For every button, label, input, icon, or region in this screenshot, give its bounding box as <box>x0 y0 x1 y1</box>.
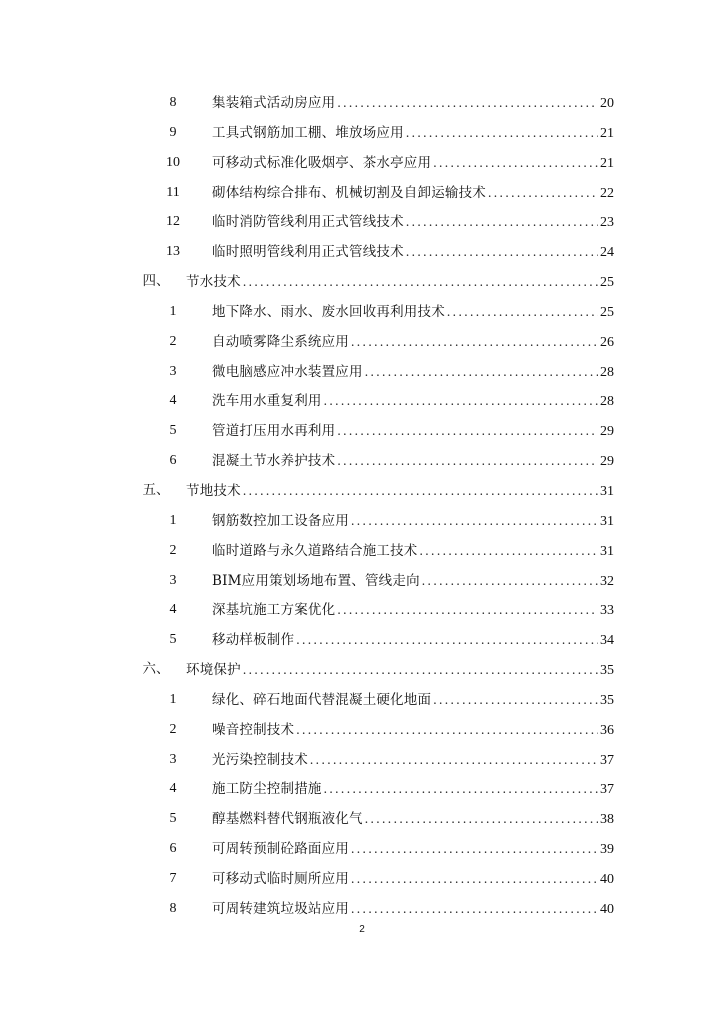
toc-entry-title: 可移动式标准化吸烟亭、茶水亭应用 <box>212 154 432 171</box>
toc-entry-page: 37 <box>600 752 614 768</box>
toc-entry-page: 35 <box>600 692 614 708</box>
dot-leader <box>351 506 598 536</box>
toc-entry[interactable] <box>0 625 724 655</box>
toc-entry-title: BIM应用策划场地布置、管线走向 <box>212 572 420 589</box>
dot-leader <box>406 118 598 148</box>
dot-leader <box>337 416 598 446</box>
toc-entry-number: 3 <box>169 363 177 379</box>
toc-entry-number: 1 <box>169 512 177 528</box>
toc-entry-number: 4 <box>169 393 177 409</box>
toc-entry[interactable] <box>0 178 724 208</box>
toc-entry[interactable] <box>0 446 724 476</box>
toc-entry-page: 31 <box>600 543 614 559</box>
toc-entry-title: 混凝土节水养护技术 <box>212 453 336 470</box>
toc-entry[interactable] <box>0 536 724 566</box>
toc-entry-number: 4 <box>169 781 177 797</box>
toc-entry[interactable] <box>0 386 724 416</box>
toc-entry[interactable] <box>0 894 724 924</box>
toc-entry-page: 33 <box>600 603 614 619</box>
toc-section-title: 环境保护 <box>186 662 241 679</box>
dot-leader <box>310 745 598 775</box>
toc-entry[interactable] <box>0 566 724 596</box>
toc-entry-number: 3 <box>169 751 177 767</box>
toc-entry-title: 可移动式临时厕所应用 <box>212 870 349 887</box>
dot-leader <box>406 237 598 267</box>
toc-entry-page: 36 <box>600 722 614 738</box>
toc-entry[interactable] <box>0 745 724 775</box>
toc-entry-page: 21 <box>600 155 614 171</box>
toc-entry-title: 醇基燃料替代钢瓶液化气 <box>212 811 363 828</box>
toc-entry-page: 25 <box>600 304 614 320</box>
toc-entry-number: 6 <box>169 453 177 469</box>
toc-entry-page: 29 <box>600 454 614 470</box>
dot-leader <box>351 894 598 924</box>
toc-entry-number: 9 <box>169 124 177 140</box>
toc-entry-title: 临时照明管线利用正式管线技术 <box>212 244 404 261</box>
dot-leader <box>433 685 598 715</box>
toc-entry-page: 34 <box>600 633 614 649</box>
dot-leader <box>243 655 598 685</box>
table-of-contents <box>0 88 724 924</box>
toc-entry[interactable] <box>0 595 724 625</box>
toc-section[interactable] <box>0 267 724 297</box>
toc-entry-number: 12 <box>166 214 180 230</box>
dot-leader <box>324 774 598 804</box>
toc-entry[interactable] <box>0 207 724 237</box>
toc-entry-number: 8 <box>169 95 177 110</box>
toc-entry-page: 22 <box>600 185 614 201</box>
dot-leader <box>365 357 598 387</box>
toc-entry[interactable] <box>0 118 724 148</box>
toc-entry-title: 绿化、碎石地面代替混凝土硬化地面 <box>212 691 432 708</box>
toc-entry-title: 工具式钢筋加工棚、堆放场应用 <box>212 124 404 141</box>
toc-entry-number: 10 <box>166 154 180 170</box>
toc-entry-page: 31 <box>600 513 614 529</box>
dot-leader <box>351 327 598 357</box>
toc-entry[interactable] <box>0 774 724 804</box>
dot-leader <box>296 625 598 655</box>
toc-entry-title: 移动样板制作 <box>212 632 295 649</box>
toc-entry-number: 3 <box>169 572 177 588</box>
toc-entry[interactable] <box>0 297 724 327</box>
dot-leader <box>351 864 598 894</box>
toc-entry-number: 11 <box>166 184 180 200</box>
toc-entry-number: 5 <box>169 423 177 439</box>
toc-entry-title: 钢筋数控加工设备应用 <box>212 512 349 529</box>
toc-entry-page: 21 <box>600 125 614 141</box>
toc-section-page: 31 <box>600 483 614 499</box>
toc-entry-title: 临时道路与永久道路结合施工技术 <box>212 542 418 559</box>
toc-entry[interactable] <box>0 416 724 446</box>
toc-entry-title: 深基坑施工方案优化 <box>212 602 336 619</box>
toc-entry-page: 28 <box>600 364 614 380</box>
toc-entry-page: 40 <box>600 901 614 917</box>
toc-entry-title: 集装箱式活动房应用 <box>212 95 336 111</box>
toc-entry[interactable] <box>0 148 724 178</box>
toc-entry[interactable] <box>0 357 724 387</box>
toc-entry-page: 37 <box>600 782 614 798</box>
toc-entry-number: 2 <box>169 542 177 558</box>
toc-entry-page: 23 <box>600 215 614 231</box>
toc-entry-page: 26 <box>600 334 614 350</box>
toc-entry-title: 微电脑感应冲水装置应用 <box>212 363 363 380</box>
toc-section-page: 35 <box>600 663 614 679</box>
toc-entry-title: 砌体结构综合排布、机械切割及自卸运输技术 <box>212 184 486 201</box>
toc-entry[interactable] <box>0 715 724 745</box>
toc-entry-title: 管道打压用水再利用 <box>212 423 336 440</box>
toc-section-number: 四、 <box>142 273 170 290</box>
toc-entry-number: 5 <box>169 632 177 648</box>
toc-entry-number: 1 <box>169 303 177 319</box>
toc-entry-number: 8 <box>169 900 177 916</box>
toc-entry-title: 可周转预制砼路面应用 <box>212 841 349 858</box>
toc-entry-page: 32 <box>600 573 614 589</box>
toc-entry-page: 40 <box>600 871 614 887</box>
toc-entry[interactable] <box>0 804 724 834</box>
toc-entry-page: 28 <box>600 394 614 410</box>
dot-leader <box>351 834 598 864</box>
toc-entry[interactable] <box>0 237 724 267</box>
toc-entry-title: 地下降水、雨水、废水回收再利用技术 <box>212 303 445 320</box>
toc-entry[interactable] <box>0 327 724 357</box>
dot-leader <box>433 148 598 178</box>
toc-entry-number: 2 <box>169 333 177 349</box>
page-number: 2 <box>359 924 365 935</box>
dot-leader <box>337 446 598 476</box>
toc-entry-number: 7 <box>169 870 177 886</box>
dot-leader <box>365 804 598 834</box>
toc-entry-page: 38 <box>600 812 614 828</box>
toc-section-title: 节地技术 <box>186 482 241 499</box>
toc-entry[interactable] <box>0 685 724 715</box>
dot-leader <box>243 267 598 297</box>
dot-leader <box>337 88 598 118</box>
toc-entry-title: 洗车用水重复利用 <box>212 393 322 410</box>
toc-entry-title: 可周转建筑垃圾站应用 <box>212 900 349 917</box>
toc-section[interactable] <box>0 655 724 685</box>
toc-section-title: 节水技术 <box>186 274 241 291</box>
dot-leader <box>337 595 598 625</box>
toc-entry-number: 1 <box>169 691 177 707</box>
dot-leader <box>296 715 598 745</box>
toc-entry-number: 4 <box>169 602 177 618</box>
dot-leader <box>324 386 598 416</box>
toc-entry-page: 29 <box>600 424 614 440</box>
toc-entry-title: 噪音控制技术 <box>212 721 295 738</box>
toc-entry-title: 临时消防管线利用正式管线技术 <box>212 214 404 231</box>
toc-entry-title: 光污染控制技术 <box>212 751 308 768</box>
toc-section-page: 25 <box>600 275 614 291</box>
toc-entry-number: 2 <box>169 721 177 737</box>
dot-leader <box>488 178 598 208</box>
toc-entry[interactable] <box>0 834 724 864</box>
toc-entry-number: 13 <box>166 244 180 260</box>
toc-entry-number: 6 <box>169 841 177 857</box>
toc-entry-title: 施工防尘控制措施 <box>212 781 322 798</box>
dot-leader <box>447 297 598 327</box>
dot-leader <box>420 536 599 566</box>
dot-leader <box>422 566 598 596</box>
toc-entry[interactable] <box>0 506 724 536</box>
toc-section-number: 六、 <box>142 661 170 678</box>
toc-entry-title: 自动喷雾降尘系统应用 <box>212 333 349 350</box>
toc-entry-page: 20 <box>600 96 614 111</box>
toc-entry-page: 24 <box>600 245 614 261</box>
toc-entry-number: 5 <box>169 811 177 827</box>
toc-section-number: 五、 <box>142 481 170 498</box>
dot-leader <box>406 207 598 237</box>
toc-entry-page: 39 <box>600 842 614 858</box>
dot-leader <box>243 476 598 506</box>
toc-entry[interactable] <box>0 88 724 118</box>
toc-section[interactable] <box>0 476 724 506</box>
toc-entry[interactable] <box>0 864 724 894</box>
